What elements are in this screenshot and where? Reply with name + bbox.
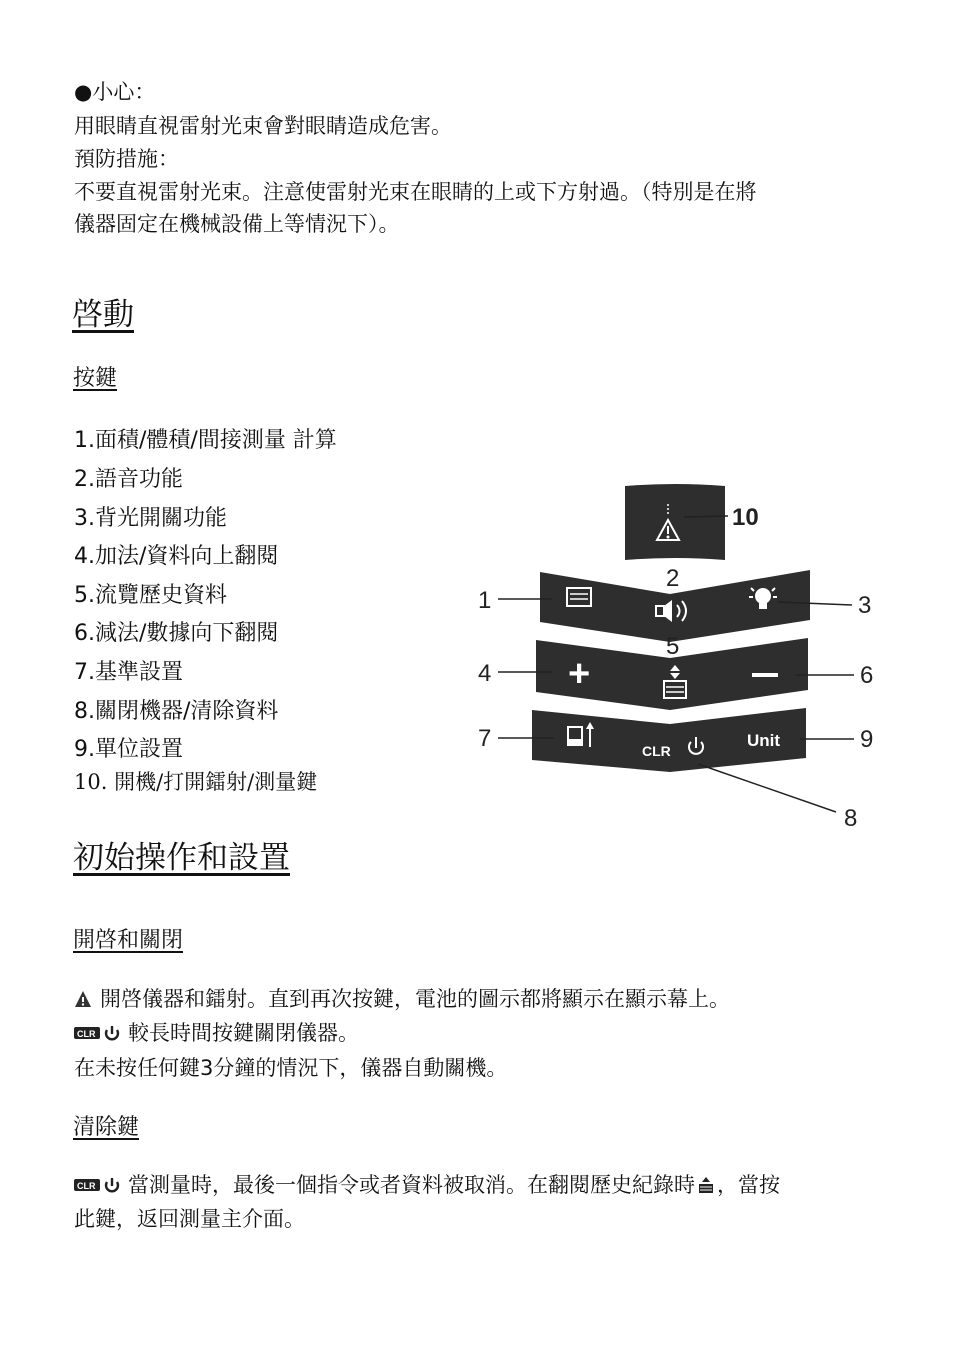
label-5: 5 xyxy=(666,633,680,660)
key-list-item: 3.背光開關功能 xyxy=(74,506,227,531)
clr-label: CLR xyxy=(642,743,671,759)
clear-text: 此鍵，返回測量主介面。 xyxy=(74,1207,305,1231)
key-list-item: 9.單位設置 xyxy=(74,737,183,762)
init-heading: 初始操作和設置 xyxy=(73,840,290,876)
label-6: 6 xyxy=(860,662,874,689)
clr-icon-text: CLR xyxy=(77,1029,96,1039)
label-10: 10 xyxy=(732,504,759,531)
key-list-item: 6.減法/數據向下翻閱 xyxy=(74,621,279,646)
clear-text: ，當按 xyxy=(717,1173,780,1197)
label-2: 2 xyxy=(666,565,680,592)
laser-warning-icon xyxy=(74,990,92,1008)
clr-power-icon xyxy=(74,1024,120,1042)
caution-title: ●小心： xyxy=(74,80,156,104)
caution-line: 預防措施： xyxy=(74,147,179,171)
clear-text: 當測量時，最後一個指令或者資料被取消。在翻閱歷史紀錄時 xyxy=(128,1173,695,1197)
keypad-diagram xyxy=(470,482,890,832)
key-list-item: 4.加法/資料向上翻閱 xyxy=(74,544,279,569)
history-icon xyxy=(697,1176,715,1194)
startup-heading: 啓動 xyxy=(72,297,134,333)
plus-icon: + xyxy=(568,653,591,695)
caution-line: 儀器固定在機械設備上等情況下）。 xyxy=(74,212,400,236)
onoff-line xyxy=(74,1020,359,1046)
caution-line: 不要直視雷射光束。注意使雷射光束在眼睛的上或下方射過。（特別是在將 xyxy=(74,180,757,204)
onoff-text: 在未按任何鍵3分鐘的情況下，儀器自動關機。 xyxy=(74,1056,508,1080)
key-list-item: 2.語音功能 xyxy=(74,467,183,492)
onoff-line xyxy=(74,986,730,1012)
keys-heading: 按鍵 xyxy=(73,366,118,391)
caution-line: 用眼睛直視雷射光束會對眼睛造成危害。 xyxy=(74,114,452,138)
label-9: 9 xyxy=(860,726,874,753)
label-8: 8 xyxy=(844,805,858,832)
onoff-heading: 開啓和關閉 xyxy=(73,928,184,953)
label-1: 1 xyxy=(478,587,492,614)
minus-icon xyxy=(752,673,778,677)
onoff-text: 開啓儀器和鐳射。直到再次按鍵，電池的圖示都將顯示在顯示幕上。 xyxy=(100,987,730,1011)
key-list-item: 1.面積/體積/間接測量 計算 xyxy=(74,428,337,453)
label-4: 4 xyxy=(478,660,492,687)
onoff-text: 較長時間按鍵關閉儀器。 xyxy=(128,1021,359,1045)
label-3: 3 xyxy=(858,592,872,619)
unit-label: Unit xyxy=(747,731,781,750)
key-list-item: 8.關閉機器/清除資料 xyxy=(74,699,279,724)
clear-heading: 清除鍵 xyxy=(73,1115,140,1140)
clr-icon-text: CLR xyxy=(77,1181,96,1191)
clr-power-icon xyxy=(74,1176,120,1194)
key-list-item: 10. 開機/打開鐳射/測量鍵 xyxy=(74,770,318,794)
key-list-item: 5.流覽歷史資料 xyxy=(74,583,227,608)
key-list-item: 7.基準設置 xyxy=(74,660,183,685)
laser-key xyxy=(625,484,725,560)
clear-line xyxy=(74,1172,780,1198)
label-7: 7 xyxy=(478,725,492,752)
